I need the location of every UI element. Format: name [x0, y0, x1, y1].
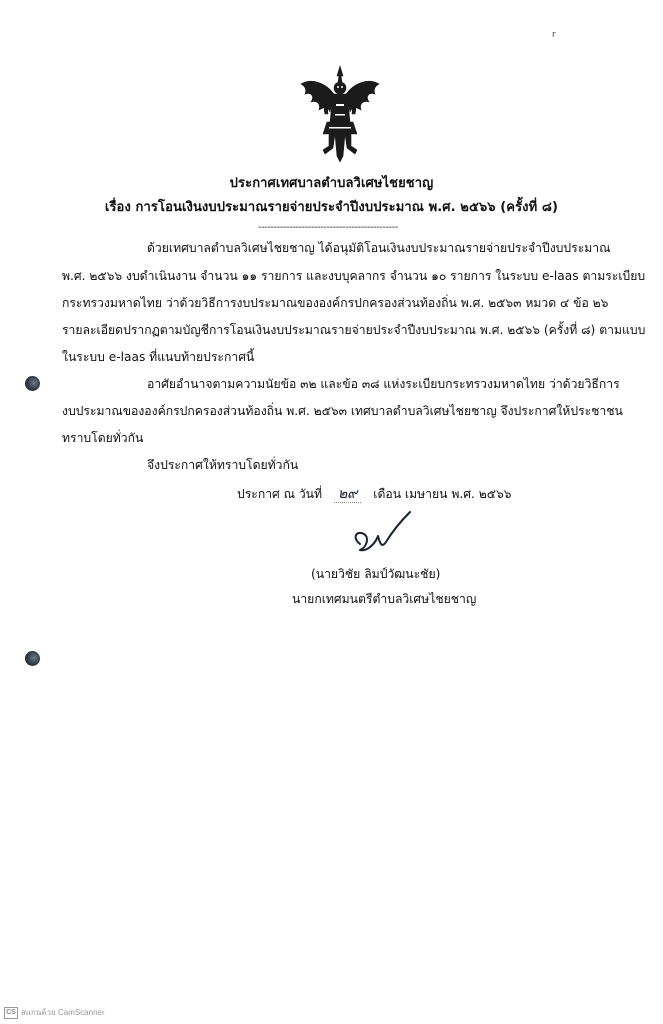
watermark-text: สแกนด้วย CamScanner: [21, 1008, 105, 1017]
para2-line: ทราบโดยทั่วกัน: [62, 431, 144, 445]
camscanner-watermark: [4, 1006, 105, 1019]
para1-line: พ.ศ. ๒๕๖๖ งบดำเนินงาน จำนวน ๑๑ รายการ และงบบุคลากร จำนวน ๑๐ รายการ ในระบบ e-laas ตามระเบียบ: [62, 269, 646, 283]
para1-line: รายละเอียดปรากฏตามบัญชีการโอนเงินงบประมาณรายจ่ายประจำปีงบประมาณ พ.ศ. ๒๕๖๖ (ครั้งที่ ๘) ตามแบบ: [62, 323, 646, 337]
date-day-handwritten: ๒๙: [334, 486, 361, 503]
signature-icon: [348, 508, 418, 558]
date-prefix: ประกาศ ณ วันที่: [237, 487, 323, 501]
para1-line: ด้วยเทศบาลตำบลวิเศษไชยชาญ ได้อนุมัติโอนเงินงบประมาณรายจ่ายประจำปีงบประมาณ: [147, 241, 611, 255]
garuda-emblem-icon: [297, 64, 383, 164]
divider: ---------------------------------------------: [258, 222, 398, 233]
para1-line: ในระบบ e-laas ที่แนบท้ายประกาศนี้: [62, 350, 255, 364]
punch-hole-icon: [25, 651, 40, 666]
signer-position: นายกเทศมนตรีตำบลวิเศษไชยชาญ: [292, 592, 477, 606]
corner-mark: r: [552, 30, 556, 40]
punch-hole-icon: [25, 376, 40, 391]
camscanner-logo-icon: CS: [4, 1007, 18, 1019]
announcement-heading: ประกาศเทศบาลตำบลวิเศษไชยชาญ: [229, 176, 434, 191]
para2-line: อาศัยอำนาจตามความนัยข้อ ๓๒ และข้อ ๓๘ แห่งระเบียบกระทรวงมหาดไทย ว่าด้วยวิธีการ: [147, 377, 620, 391]
announcement-subject: เรื่อง การโอนเงินงบประมาณรายจ่ายประจำปีงบประมาณ พ.ศ. ๒๕๖๖ (ครั้งที่ ๘): [104, 200, 559, 215]
date-rest: เดือน เมษายน พ.ศ. ๒๕๖๖: [373, 487, 512, 501]
signer-name: (นายวิชัย ลิมป์วัฒนะชัย): [311, 567, 441, 581]
para2-line: งบประมาณขององค์กรปกครองส่วนท้องถิ่น พ.ศ. ๒๕๖๓ เทศบาลตำบลวิเศษไชยชาญ จึงประกาศให้ประชาชน: [62, 404, 623, 418]
closing-statement: จึงประกาศให้ทราบโดยทั่วกัน: [147, 458, 299, 472]
date-line: [237, 486, 511, 503]
para1-line: กระทรวงมหาดไทย ว่าด้วยวิธีการงบประมาณขององค์กรปกครองส่วนท้องถิ่น พ.ศ. ๒๕๖๓ หมวด ๔ ข้อ ๒๖: [62, 296, 609, 310]
